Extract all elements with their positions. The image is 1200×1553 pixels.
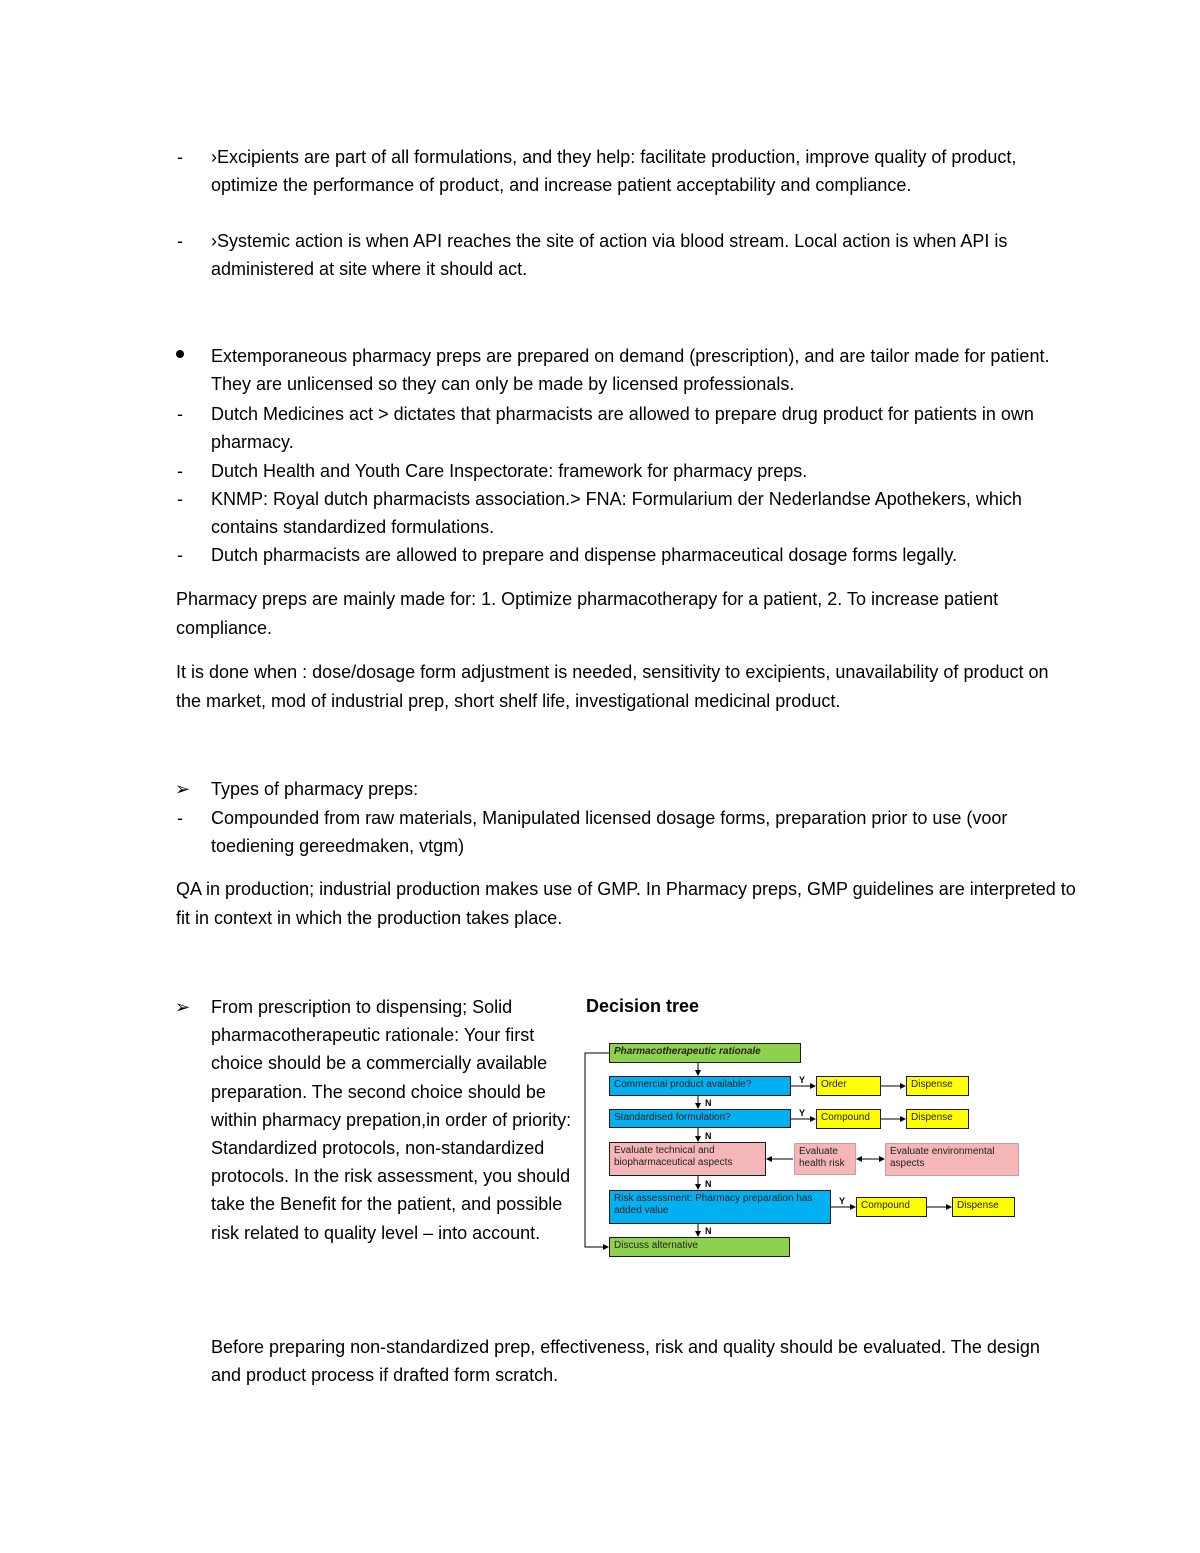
compound-box: Compound <box>816 1109 881 1129</box>
commercial-product-box: Commercial product available? <box>609 1076 791 1096</box>
compound-box: Compound <box>856 1197 927 1217</box>
order-box: Order <box>816 1076 881 1096</box>
dash-marker: - <box>177 147 183 167</box>
no-label: N <box>705 1179 712 1189</box>
list-item: Extemporaneous pharmacy preps are prepared on demand (prescription), and are tailor made for patient. They are unlicensed so they can only be made by licensed professionals. <box>211 346 1050 395</box>
discuss-alternative-box: Discuss alternative <box>609 1237 790 1257</box>
dispense-box: Dispense <box>906 1109 969 1129</box>
dash-marker: - <box>177 231 183 251</box>
no-label: N <box>705 1098 712 1108</box>
arrow-bullet-icon: ➢ <box>175 997 191 1017</box>
arrow-bullet-icon: ➢ <box>175 779 191 799</box>
paragraph: Pharmacy preps are mainly made for: 1. Optimize pharmacotherapy for a patient, 2. To increase patient compliance. <box>176 589 999 638</box>
dash-marker: - <box>177 545 183 565</box>
figure-title: Decision tree <box>586 996 700 1016</box>
yes-label: Y <box>799 1075 806 1085</box>
list-item: From prescription to dispensing; Solid pharmacotherapeutic rationale: Your first choice should be a commercially available preparation. The second choice should be within pharmacy prepation,in order of priority: Standardized protocols, non-standardized protocols. In the risk assessment, you should take the Benefit for the patient, and possible risk related to quality level – into account. <box>211 997 572 1243</box>
yes-label: Y <box>839 1196 846 1206</box>
evaluate-environmental-box: Evaluate environmental aspects <box>885 1143 1019 1176</box>
dispense-box: Dispense <box>952 1197 1015 1217</box>
list-item: Compounded from raw materials, Manipulated licensed dosage forms, preparation prior to use (voor toediening gereedmaken, vtgm) <box>211 808 1008 857</box>
standardised-formulation-box: Standardised formulation? <box>609 1109 791 1128</box>
list-item: Dutch Medicines act > dictates that pharmacists are allowed to prepare drug product for patients in own pharmacy. <box>211 404 1034 453</box>
dash-marker: - <box>177 461 183 481</box>
dash-marker: - <box>177 489 183 509</box>
dispense-box: Dispense <box>906 1076 969 1096</box>
list-item: ›Excipients are part of all formulations, and they help: facilitate production, improve quality of product, optimize the performance of product, and increase patient acceptability and compliance. <box>211 147 1017 196</box>
paragraph: It is done when : dose/dosage form adjustment is needed, sensitivity to excipients, unavailability of product on the market, mod of industrial prep, short shelf life, investigational medicinal product. <box>176 662 1049 711</box>
yes-label: Y <box>799 1108 806 1118</box>
list-item: KNMP: Royal dutch pharmacists association.> FNA: Formularium der Nederlandse Apothekers, which contains standardized formulations. <box>211 489 1022 538</box>
dash-marker: - <box>177 404 183 424</box>
list-item: ›Systemic action is when API reaches the site of action via blood stream. Local action is when API is administered at site where it should act. <box>211 231 1008 280</box>
list-item: Dutch Health and Youth Care Inspectorate: framework for pharmacy preps. <box>211 461 808 481</box>
paragraph: Before preparing non-standardized prep, effectiveness, risk and quality should be evaluated. The design and product process if drafted form scratch. <box>211 1337 1040 1386</box>
paragraph: QA in production; industrial production makes use of GMP. In Pharmacy preps, GMP guidelines are interpreted to fit in context in which the production takes place. <box>176 879 1076 928</box>
no-label: N <box>705 1131 712 1141</box>
list-item: Dutch pharmacists are allowed to prepare and dispense pharmaceutical dosage forms legally. <box>211 545 958 565</box>
rationale-box: Pharmacotherapeutic rationale <box>609 1043 801 1063</box>
dash-marker: - <box>177 808 183 828</box>
risk-assessment-box: Risk assessment: Pharmacy preparation has added value <box>609 1190 831 1224</box>
no-label: N <box>705 1226 712 1236</box>
evaluate-technical-box: Evaluate technical and biopharmaceutical aspects <box>609 1142 766 1176</box>
evaluate-health-risk-box: Evaluate health risk <box>794 1143 856 1175</box>
list-item: Types of pharmacy preps: <box>211 779 419 799</box>
